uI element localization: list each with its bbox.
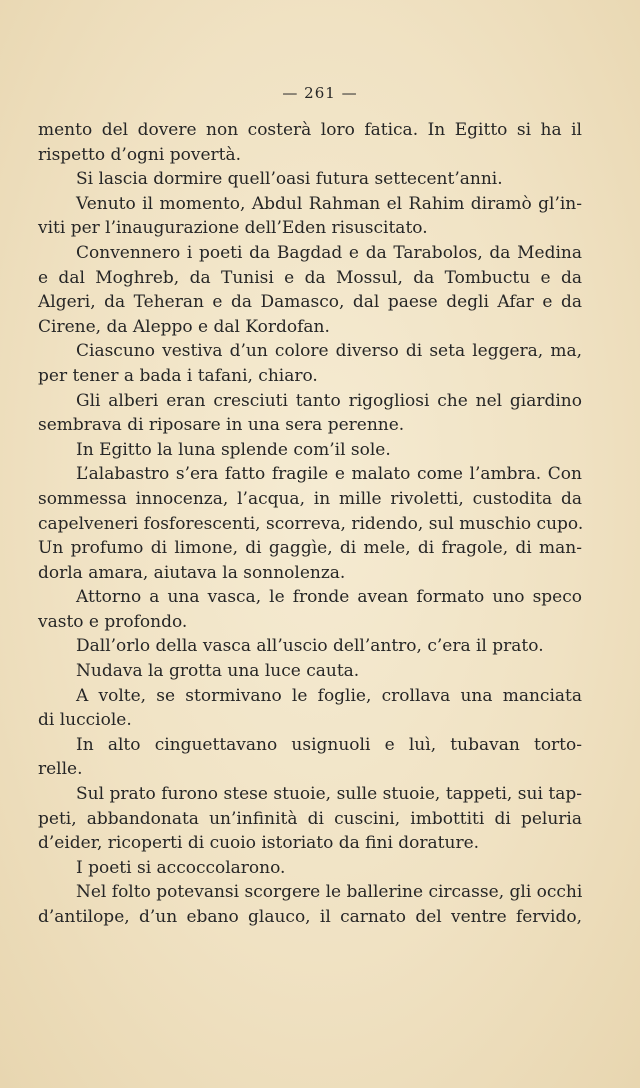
text-line: per tener a bada i tafani, chiaro. xyxy=(38,365,318,386)
text-line: Nel folto potevansi scorgere le ballerine circasse, gli occhi xyxy=(76,882,583,903)
page-number: — 261 — xyxy=(282,84,358,102)
text-line: Algeri, da Teheran e da Damasco, dal paese degli Afar e da xyxy=(38,292,582,313)
text-line: e dal Moghreb, da Tunisi e da Mossul, da Tombuctu e da xyxy=(38,267,582,288)
text-line: Un profumo di limone, di gaggìe, di mele, di fragole, di man- xyxy=(38,538,582,559)
text-line: d’eider, ricoperti di cuoio istoriato da fini dorature. xyxy=(38,833,480,854)
text-line: vasto e profondo. xyxy=(38,611,188,632)
text-line: I poeti si accoccolarono. xyxy=(76,857,286,878)
text-line: mento del dovere non costerà loro fatica. In Egitto si ha il xyxy=(38,120,582,140)
text-line: d’antilope, d’un ebano glauco, il carnato del ventre fervido, xyxy=(38,907,582,927)
text-line: Gli alberi eran cresciuti tanto rigogliosi che nel giardino xyxy=(76,390,582,411)
text-line: capelveneri fosforescenti, scorreva, ridendo, sul muschio cupo. xyxy=(38,513,584,534)
text-line: Convennero i poeti da Bagdad e da Tarabolos, da Medina xyxy=(76,242,582,263)
text-line: In alto cinguettavano usignuoli e luì, tubavan torto- xyxy=(76,734,582,755)
text-line: Ciascuno vestiva d’un colore diverso di seta leggera, ma, xyxy=(76,341,582,362)
text-line: Venuto il momento, Abdul Rahman el Rahim diramò gl’in- xyxy=(76,193,582,214)
body-text xyxy=(38,118,582,930)
text-line: Cirene, da Aleppo e dal Kordofan. xyxy=(38,316,330,337)
text-line: In Egitto la luna splende com’il sole. xyxy=(76,439,391,460)
text-line: Dall’orlo della vasca all’uscio dell’antro, c’era il prato. xyxy=(76,636,544,657)
text-line: sommessa innocenza, l’acqua, in mille rivoletti, custodita da xyxy=(38,488,582,509)
text-line: Sul prato furono stese stuoie, sulle stuoie, tappeti, sui tap- xyxy=(76,784,582,805)
text-line: peti, abbandonata un’infinità di cuscini, imbottiti di peluria xyxy=(38,808,582,829)
text-line: L’alabastro s’era fatto fragile e malato come l’ambra. Con xyxy=(76,464,582,485)
text-line: A volte, se stormivano le foglie, crollava una manciata xyxy=(76,685,582,706)
text-line: viti per l’inaugurazione dell’Eden risuscitato. xyxy=(38,218,428,239)
text-line: sembrava di riposare in una sera perenne. xyxy=(38,415,405,436)
text-line: Nudava la grotta una luce cauta. xyxy=(76,661,360,682)
text-line: dorla amara, aiutava la sonnolenza. xyxy=(38,562,346,583)
text-line: rispetto d’ogni povertà. xyxy=(38,144,242,165)
text-line: Si lascia dormire quell’oasi futura settecent’anni. xyxy=(76,169,503,190)
text-line: Attorno a una vasca, le fronde avean formato uno speco xyxy=(76,587,582,608)
text-line: di lucciole. xyxy=(38,710,132,731)
text-line: relle. xyxy=(38,759,83,780)
